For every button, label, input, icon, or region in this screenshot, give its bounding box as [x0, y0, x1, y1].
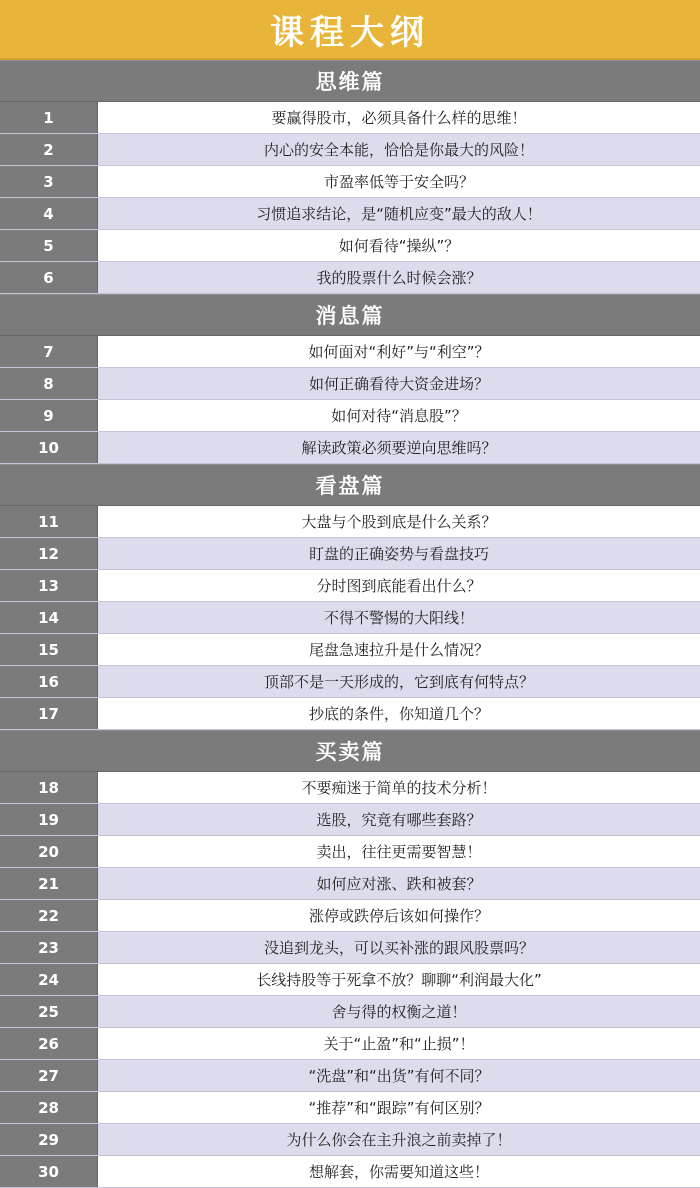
row-number: 6: [0, 262, 98, 293]
table-row: [0, 336, 700, 368]
page-title: 课程大纲: [0, 0, 700, 60]
row-number: 19: [0, 804, 98, 835]
table-row: [0, 900, 700, 932]
row-number: 20: [0, 836, 98, 867]
row-number: 29: [0, 1124, 98, 1155]
row-title: 如何应对涨、跌和被套？: [98, 868, 700, 899]
table-row: [0, 230, 700, 262]
row-number: 11: [0, 506, 98, 537]
row-title: 如何看待“操纵”？: [98, 230, 700, 261]
section-header: 思维篇: [0, 60, 700, 102]
row-number: 13: [0, 570, 98, 601]
row-title: 我的股票什么时候会涨？: [98, 262, 700, 293]
table-row: [0, 772, 700, 804]
row-number: 3: [0, 166, 98, 197]
row-title: 想解套，你需要知道这些！: [98, 1156, 700, 1187]
outline-table: [0, 60, 700, 1188]
row-number: 16: [0, 666, 98, 697]
table-row: [0, 804, 700, 836]
row-title: 解读政策必须要逆向思维吗？: [98, 432, 700, 463]
row-title: 不要痴迷于简单的技术分析！: [98, 772, 700, 803]
row-title: 没追到龙头，可以买补涨的跟风股票吗？: [98, 932, 700, 963]
row-number: 26: [0, 1028, 98, 1059]
table-row: [0, 262, 700, 294]
table-row: [0, 1156, 700, 1188]
row-title: 关于“止盈”和“止损”！: [98, 1028, 700, 1059]
table-row: [0, 868, 700, 900]
row-number: 17: [0, 698, 98, 729]
row-title: 抄底的条件，你知道几个？: [98, 698, 700, 729]
row-number: 30: [0, 1156, 98, 1187]
row-number: 24: [0, 964, 98, 995]
table-row: [0, 570, 700, 602]
table-row: [0, 996, 700, 1028]
table-row: [0, 400, 700, 432]
table-row: [0, 134, 700, 166]
table-row: [0, 198, 700, 230]
row-number: 1: [0, 102, 98, 133]
row-title: 选股，究竟有哪些套路？: [98, 804, 700, 835]
row-title: “推荐”和“跟踪”有何区别？: [98, 1092, 700, 1123]
table-row: [0, 1028, 700, 1060]
row-title: “洗盘”和“出货”有何不同？: [98, 1060, 700, 1091]
table-row: [0, 368, 700, 400]
row-number: 9: [0, 400, 98, 431]
row-title: 盯盘的正确姿势与看盘技巧: [98, 538, 700, 569]
table-row: [0, 698, 700, 730]
row-number: 12: [0, 538, 98, 569]
row-number: 14: [0, 602, 98, 633]
row-title: 尾盘急速拉升是什么情况？: [98, 634, 700, 665]
table-row: [0, 836, 700, 868]
row-title: 顶部不是一天形成的，它到底有何特点？: [98, 666, 700, 697]
row-title: 如何面对“利好”与“利空”？: [98, 336, 700, 367]
row-title: 长线持股等于死拿不放？聊聊“利润最大化”: [98, 964, 700, 995]
row-number: 10: [0, 432, 98, 463]
row-title: 市盈率低等于安全吗？: [98, 166, 700, 197]
row-title: 卖出，往往更需要智慧！: [98, 836, 700, 867]
row-number: 28: [0, 1092, 98, 1123]
row-title: 内心的安全本能，恰恰是你最大的风险！: [98, 134, 700, 165]
table-row: [0, 1092, 700, 1124]
row-title: 如何对待“消息股”？: [98, 400, 700, 431]
row-number: 15: [0, 634, 98, 665]
table-row: [0, 964, 700, 996]
row-number: 5: [0, 230, 98, 261]
table-row: [0, 932, 700, 964]
table-row: [0, 634, 700, 666]
table-row: [0, 506, 700, 538]
section-header: 看盘篇: [0, 464, 700, 506]
section-header: 消息篇: [0, 294, 700, 336]
table-row: [0, 102, 700, 134]
row-number: 18: [0, 772, 98, 803]
row-number: 8: [0, 368, 98, 399]
table-row: [0, 432, 700, 464]
row-number: 21: [0, 868, 98, 899]
table-row: [0, 1124, 700, 1156]
table-row: [0, 602, 700, 634]
row-number: 27: [0, 1060, 98, 1091]
row-title: 要赢得股市，必须具备什么样的思维！: [98, 102, 700, 133]
row-title: 大盘与个股到底是什么关系？: [98, 506, 700, 537]
row-number: 4: [0, 198, 98, 229]
row-number: 25: [0, 996, 98, 1027]
row-title: 分时图到底能看出什么？: [98, 570, 700, 601]
table-row: [0, 666, 700, 698]
row-number: 7: [0, 336, 98, 367]
table-row: [0, 1060, 700, 1092]
row-number: 22: [0, 900, 98, 931]
row-title: 为什么你会在主升浪之前卖掉了！: [98, 1124, 700, 1155]
row-title: 不得不警惕的大阳线！: [98, 602, 700, 633]
row-number: 23: [0, 932, 98, 963]
row-title: 如何正确看待大资金进场？: [98, 368, 700, 399]
row-title: 舍与得的权衡之道！: [98, 996, 700, 1027]
row-number: 2: [0, 134, 98, 165]
row-title: 涨停或跌停后该如何操作？: [98, 900, 700, 931]
section-header: 买卖篇: [0, 730, 700, 772]
row-title: 习惯追求结论，是“随机应变”最大的敌人！: [98, 198, 700, 229]
table-row: [0, 538, 700, 570]
table-row: [0, 166, 700, 198]
